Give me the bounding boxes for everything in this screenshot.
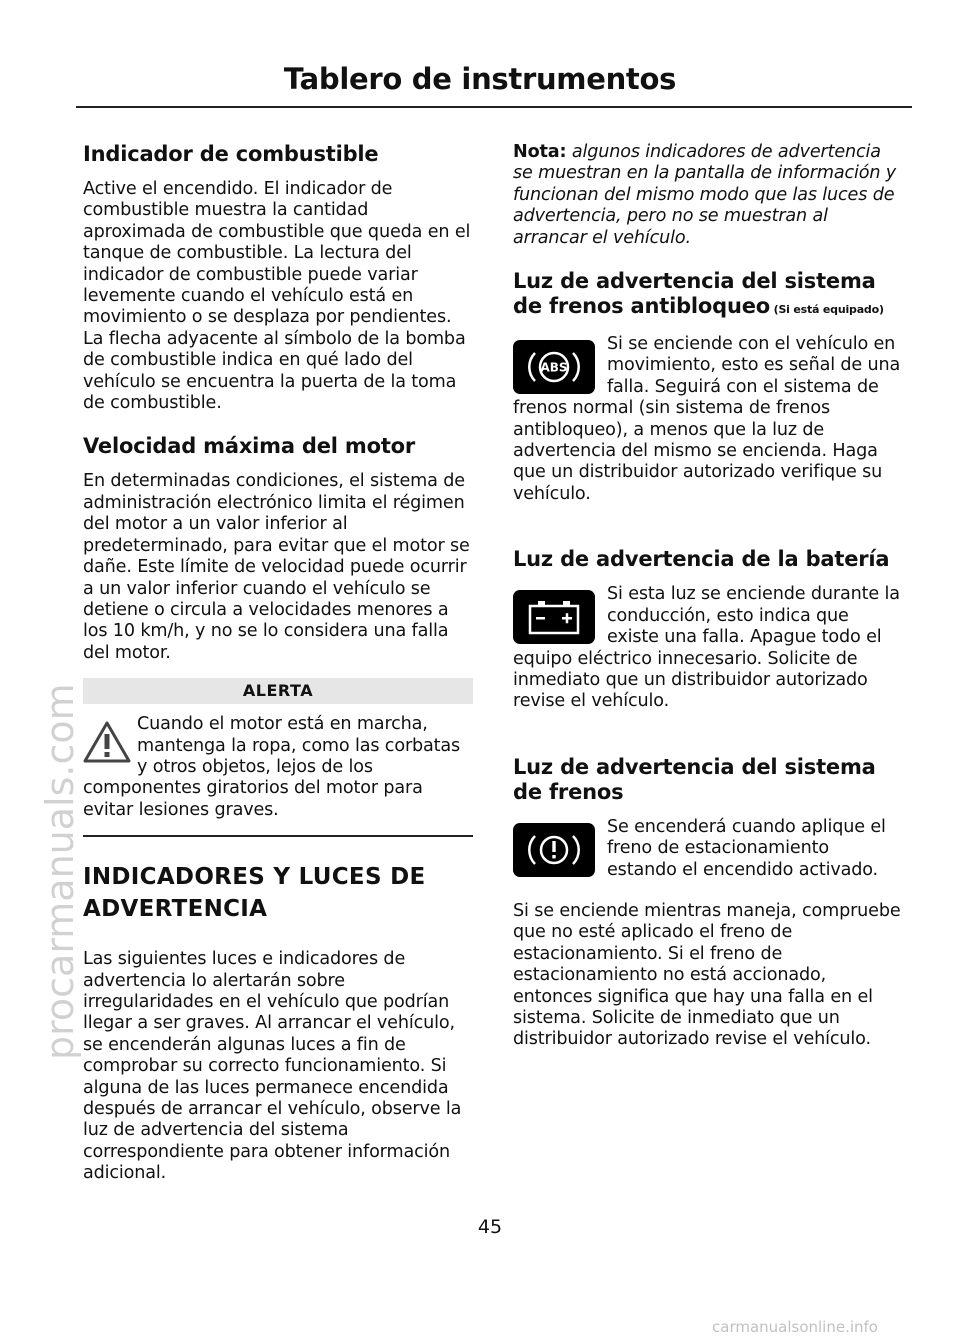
note-text: algunos indicadores de advertencia se muestran en la pantalla de información y funcionan del mismo modo que las luces de advertencia, pero no se muestran al arrancar el vehículo.	[513, 142, 897, 248]
alert-banner: ALERTA	[83, 678, 473, 704]
fuel-gauge-heading: Indicador de combustible	[83, 142, 379, 166]
brake-block	[513, 817, 903, 901]
battery-warning-text: Si esta luz se enciende durante la conducción, esto indica que existe una falla. Apague todo el equipo eléctrico innecesario. Solicite de inmediato que un distribuidor autorizado revise el vehículo.	[513, 584, 900, 712]
battery-warning-icon	[513, 590, 595, 644]
alert-block	[83, 714, 473, 821]
abs-warning-title: Luz de advertencia del sistema de frenos antibloqueo	[513, 269, 876, 319]
brake-warning-text-2: Si se enciende mientras maneja, compruebe que no esté aplicado el freno de estacionamiento. Si el freno de estacionamiento no está accionado, entonces significa que hay una falla en el sistema. Solicite de inmediato que un distribuidor autorizado revise el vehículo.	[513, 900, 901, 1050]
right-column	[513, 142, 903, 1071]
fuel-gauge-text: Active el encendido. El indicador de combustible muestra la cantidad aproximada de combustible que queda en el tanque de combustible. La lectura del indicador de combustible puede variar levemente cuando el vehículo está en movimiento o se desplaza por pendientes. La flecha adyacente al símbolo de la bomba de combustible indica en qué lado del vehículo se encuentra la puerta de la toma de combustible.	[83, 179, 471, 414]
brake-warning-heading: Luz de advertencia del sistema de frenos	[513, 754, 876, 804]
abs-icon-label: ABS	[540, 360, 568, 375]
abs-warning-text: Si se enciende con el vehículo en movimiento, esto es señal de una falla. Seguirá con el sistema de frenos normal (sin sistema de frenos antibloqueo), a menos que la luz de advertencia del mismo se encienda. Haga que un distribuidor autorizado verifique su vehículo.	[513, 334, 901, 504]
warning-lights-heading-line2: ADVERTENCIA	[83, 896, 268, 923]
alert-text: Cuando el motor está en marcha, mantenga la ropa, como las corbatas y otros objetos, lejos de los componentes giratorios del motor para evitar lesiones graves.	[83, 714, 461, 820]
warning-triangle-icon	[83, 720, 131, 764]
max-engine-speed-text: En determinadas condiciones, el sistema de administración electrónico limita el régimen del motor a un valor inferior al predeterminado, para evitar que el motor se dañe. Este límite de velocidad puede ocurrir a un valor inferior cuando el vehículo se detiene o circula a velocidades menores a los 10 km/h, y no se lo considera una falla del motor.	[83, 471, 470, 663]
abs-warning-heading	[513, 269, 903, 322]
note-label: Nota:	[513, 142, 567, 162]
battery-warning-heading: Luz de advertencia de la batería	[513, 547, 890, 572]
brake-warning-text-1: Se encenderá cuando aplique el freno de estacionamiento estando el encendido activado.	[607, 816, 886, 880]
warning-lights-heading-line1: INDICADORES Y LUCES DE	[83, 864, 426, 891]
note-paragraph	[513, 142, 903, 249]
max-engine-speed-heading: Velocidad máxima del motor	[83, 434, 416, 459]
brake-warning-icon	[513, 823, 595, 877]
side-watermark: procarmanuals.com	[38, 683, 82, 1060]
page-number: 45	[477, 1216, 503, 1238]
alert-divider	[83, 835, 473, 837]
warning-lights-text: Las siguientes luces e indicadores de advertencia lo alertarán sobre irregularidades en el vehículo que podrían llegar a ser graves. Al arrancar el vehículo, se encenderán algunas luces a fin de comprobar su correcto funcionamiento. Si alguna de las luces permanece encendida después de arrancar el vehículo, observe la luz de advertencia del sistema correspondiente para obtener información adicional.	[83, 949, 462, 1184]
abs-symbol	[523, 346, 585, 388]
bottom-watermark: carmanualsonline.info	[712, 1318, 878, 1336]
left-column	[83, 142, 473, 1205]
abs-block	[513, 334, 903, 525]
header-divider	[76, 106, 912, 108]
page-header-title: Tablero de instrumentos	[283, 62, 677, 96]
brake-symbol	[524, 828, 584, 872]
abs-warning-icon	[513, 340, 595, 394]
battery-symbol	[524, 597, 584, 637]
abs-equipped-note: (Si está equipado)	[769, 303, 884, 317]
battery-block	[513, 584, 903, 732]
warning-lights-heading	[83, 861, 473, 925]
